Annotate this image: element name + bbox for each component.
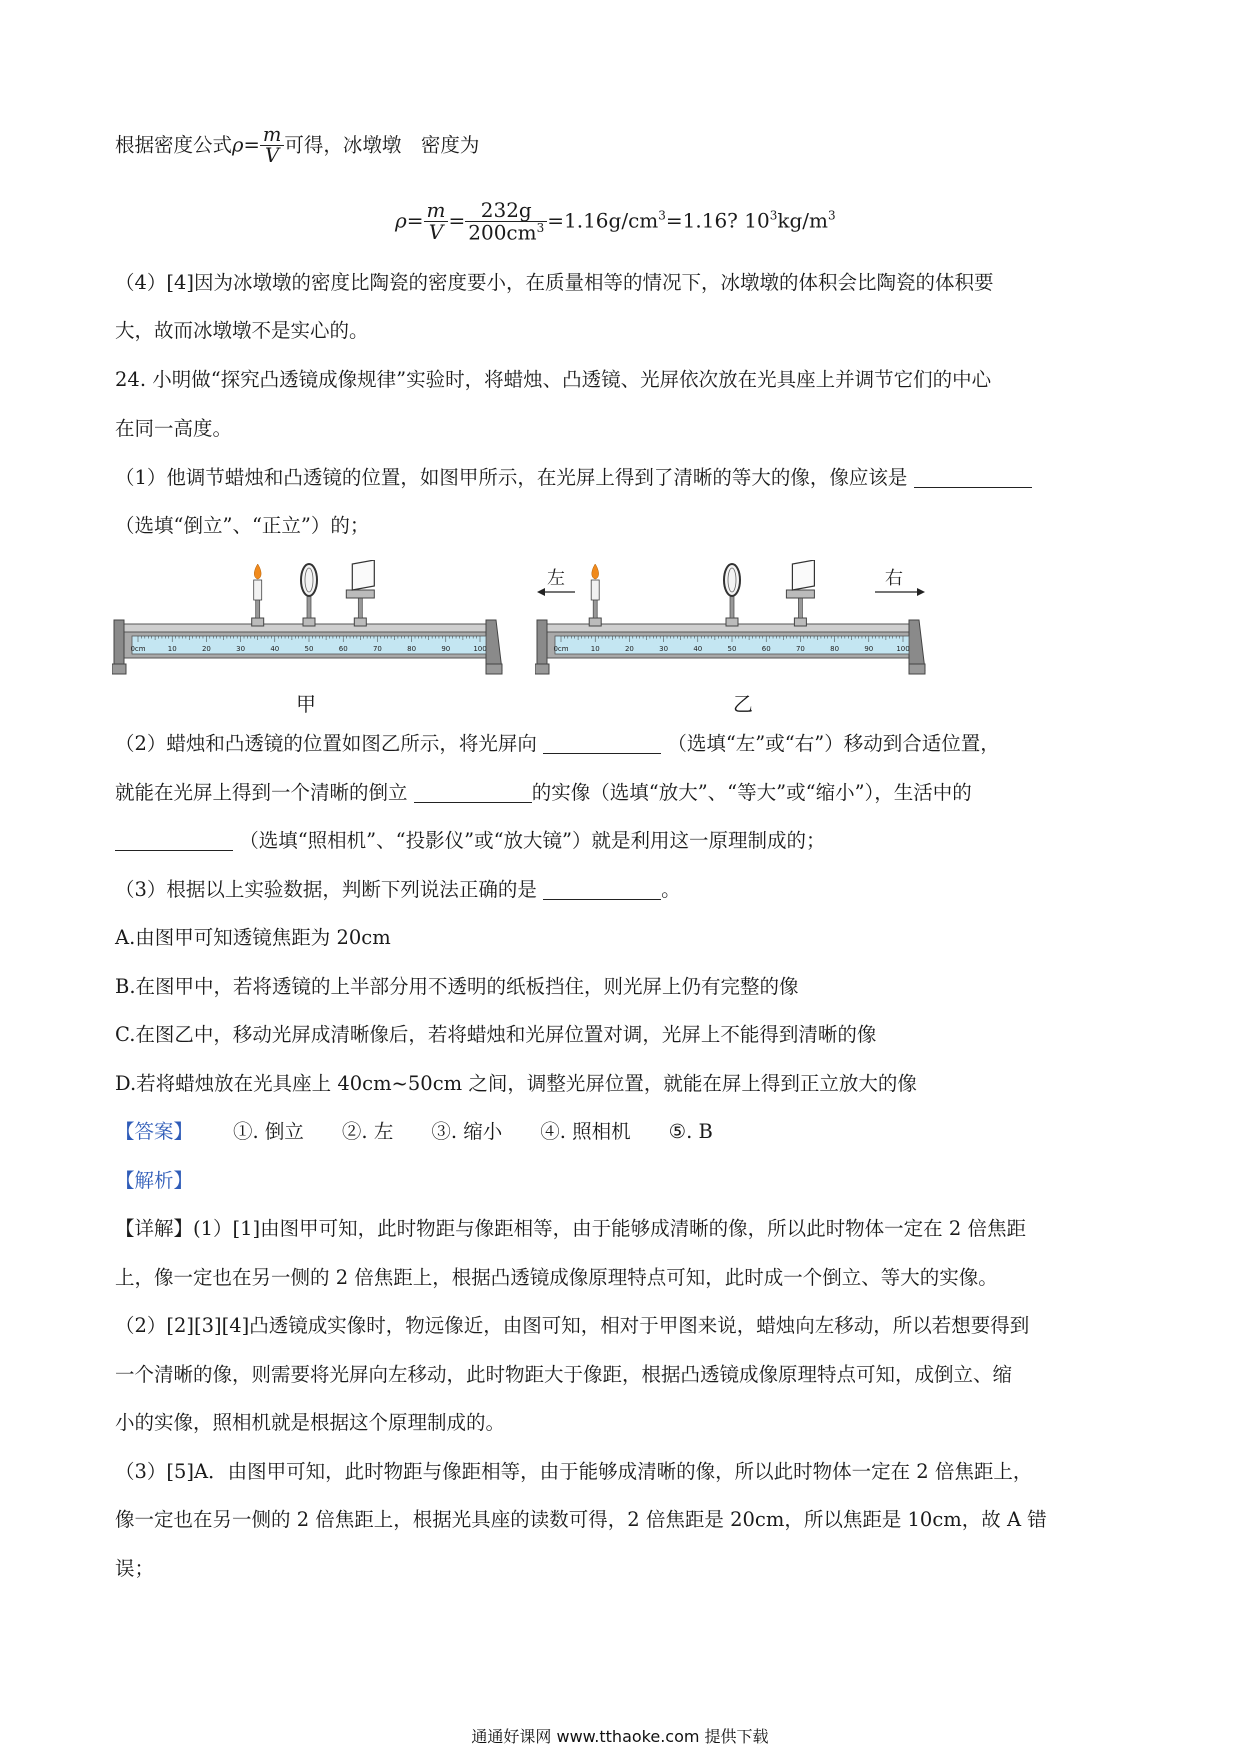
option-a: A.由图甲可知透镜焦距为 20cm [115, 926, 391, 949]
lens-clamp [303, 618, 315, 626]
question-2-line-1 [115, 731, 1000, 757]
rho-symbol: ρ= [232, 133, 260, 157]
scale-label: 80 [407, 645, 417, 653]
answer-blank-2[interactable] [543, 733, 661, 754]
answer-item: ⑤. B [668, 1120, 713, 1143]
figure-jia [112, 560, 512, 680]
text: 可得，冰墩墩 密度为 [284, 133, 480, 157]
den-text: 200cm [468, 220, 537, 245]
screen [352, 560, 374, 590]
scale-label: 40 [270, 645, 280, 653]
screen-holder [346, 590, 374, 598]
scale-label: 50 [727, 645, 737, 653]
scale-label: 30 [659, 645, 669, 653]
equals: = [448, 208, 466, 233]
candle-flame [254, 564, 261, 579]
bench-right-end [486, 620, 502, 670]
density-formula-line [115, 125, 479, 167]
candle-post [593, 598, 597, 618]
scale-label: 60 [338, 645, 348, 653]
denominator: V [265, 144, 280, 168]
denominator: V [428, 220, 444, 245]
answer-tag: 【答案】 [115, 1120, 194, 1143]
detail-3-line-2: 像一定也在另一侧的 2 倍焦距上，根据光具座的读数可得，2 倍焦距是 20cm，所以焦距是 10cm，故 A 错 [115, 1508, 1047, 1531]
question-3-line [115, 877, 681, 903]
text: 根据密度公式 [115, 133, 233, 157]
candle-body [591, 580, 599, 600]
text: 。 [661, 878, 681, 901]
question-24-line-1: 24. 小明做“探究凸透镜成像规律”实验时，将蜡烛、凸透镜、光屏依次放在光具座上并调节它们的中心 [115, 368, 992, 391]
scale-label: 90 [864, 645, 874, 653]
rho-symbol: ρ= [395, 208, 424, 233]
screen-clamp [794, 618, 806, 626]
scale-label: 10 [167, 645, 177, 653]
scale-label: 70 [795, 645, 805, 653]
text: （选填“照相机”、“投影仪”或“放大镜”）就是利用这一原理制成的； [239, 829, 826, 852]
fraction-m-v [424, 200, 449, 243]
bench-left-end [114, 620, 124, 670]
scale-label: 90 [441, 645, 451, 653]
question-1-line-1 [115, 465, 1032, 491]
arrow-left-head [537, 588, 545, 596]
sup: 3 [769, 208, 778, 223]
scale-label: 100 [896, 645, 910, 653]
text: （选填“左”或“右”）移动到合适位置， [667, 732, 1000, 755]
option-d: D.若将蜡烛放在光具座上 40cm~50cm 之间，调整光屏位置，就能在屏上得到正立放大的像 [115, 1072, 917, 1095]
text: 的实像（选填“放大”、“等大”或“缩小”），生活中的 [531, 781, 972, 804]
detail-3-line-1: （3）[5]A．由图甲可知，此时物距与像距相等，由于能够成清晰的像，所以此时物体一定在 2 倍焦距上， [115, 1460, 1033, 1483]
detail-2-line-1: （2）[2][3][4]凸透镜成实像时，物远像近，由图可知，相对于甲图来说，蜡烛向左移动，所以若想要得到 [115, 1314, 1030, 1337]
question-24-line-2: 在同一高度。 [115, 417, 233, 440]
arrow-left-label: 左 [547, 568, 565, 589]
text: （1）他调节蜡烛和凸透镜的位置，如图甲所示，在光屏上得到了清晰的等大的像，像应该是 [115, 466, 908, 489]
analysis-tag: 【解析】 [115, 1169, 194, 1192]
answer-blank-3[interactable] [414, 782, 532, 803]
bench-right-foot [486, 664, 502, 674]
option-c: C.在图乙中，移动光屏成清晰像后，若将蜡烛和光屏位置对调，光屏上不能得到清晰的像 [115, 1023, 877, 1046]
fraction-values [465, 200, 547, 244]
candle-body [254, 580, 262, 600]
scale-label: 40 [693, 645, 703, 653]
result: kg/m [777, 208, 828, 233]
candle-clamp [589, 618, 601, 626]
question-2-line-2 [115, 780, 972, 806]
screen-holder [786, 590, 814, 598]
figure-yi [535, 560, 935, 680]
text: （3）根据以上实验数据，判断下列说法正确的是 [115, 878, 537, 901]
lens [724, 564, 740, 596]
scale-label: 0cm [553, 645, 569, 653]
answer-blank-4[interactable] [115, 830, 233, 851]
result: =1.16? 10 [665, 208, 770, 233]
screen-post [358, 596, 362, 618]
numerator: m [424, 200, 449, 222]
scale-label: 20 [201, 645, 211, 653]
numerator: 232g [465, 200, 547, 222]
candle-clamp [252, 618, 264, 626]
figure-jia-caption: 甲 [296, 692, 316, 716]
result: =1.16g/cm [547, 208, 659, 233]
page-footer: 通通好课网 www.tthaoke.com 提供下载 [471, 1727, 769, 1746]
lens [301, 564, 317, 596]
sup: 3 [536, 221, 545, 235]
scale-label: 20 [624, 645, 634, 653]
lens-clamp [726, 618, 738, 626]
sup: 3 [658, 208, 666, 223]
detail-2-line-2: 一个清晰的像，则需要将光屏向左移动，此时物距大于像距，根据凸透镜成像原理特点可知，成倒立、缩 [115, 1363, 1013, 1386]
option-b: B.在图甲中，若将透镜的上半部分用不透明的纸板挡住，则光屏上仍有完整的像 [115, 975, 799, 998]
detail-1-line-1: 【详解】(1）[1]由图甲可知，此时物距与像距相等，由于能够成清晰的像，所以此时物体一定在 2 倍焦距 [115, 1217, 1026, 1240]
screen [792, 560, 814, 590]
denominator [465, 222, 547, 244]
text: （2）蜡烛和凸透镜的位置如图乙所示，将光屏向 [115, 732, 537, 755]
fraction-m-over-v [260, 125, 285, 167]
lens-post [730, 596, 734, 618]
detail-2-line-3: 小的实像，照相机就是根据这个原理制成的。 [115, 1411, 506, 1434]
bench-right-end [909, 620, 925, 670]
scale-label: 80 [830, 645, 840, 653]
answer-item: ④. 照相机 [540, 1120, 631, 1143]
arrow-right-label: 右 [885, 568, 903, 589]
detail-1-line-2: 上，像一定也在另一侧的 2 倍焦距上，根据凸透镜成像原理特点可知，此时成一个倒立、等大的实像。 [115, 1266, 998, 1289]
scale-label: 10 [590, 645, 600, 653]
answer-blank-5[interactable] [543, 879, 661, 900]
density-equation [395, 200, 836, 244]
scale-label: 100 [473, 645, 487, 653]
text: 就能在光屏上得到一个清晰的倒立 [115, 781, 408, 804]
answer-item: ③. 缩小 [431, 1120, 503, 1143]
scale-label: 30 [236, 645, 246, 653]
screen-clamp [354, 618, 366, 626]
para-4-line-1: （4）[4]因为冰墩墩的密度比陶瓷的密度要小，在质量相等的情况下，冰墩墩的体积会比陶瓷的体积要 [115, 271, 994, 294]
answer-item: ①. 倒立 [233, 1120, 304, 1143]
numerator: m [260, 125, 285, 146]
answer-item: ②. 左 [341, 1120, 394, 1143]
screen-post [798, 596, 802, 618]
lens-post [307, 596, 311, 618]
candle-flame [592, 564, 599, 579]
bench-right-foot [909, 664, 925, 674]
question-1-line-2: （选填“倒立”、“正立”）的； [115, 514, 370, 537]
scale-label: 60 [761, 645, 771, 653]
scale-label: 70 [372, 645, 382, 653]
bench-left-end [537, 620, 547, 670]
bench-left-foot [112, 664, 126, 674]
answer-line [115, 1119, 751, 1145]
question-2-line-3 [115, 828, 826, 854]
para-4-line-2: 大，故而冰墩墩不是实心的。 [115, 319, 369, 342]
bench-left-foot [535, 664, 549, 674]
arrow-right-head [917, 588, 925, 596]
detail-3-line-3: 误； [115, 1557, 155, 1580]
candle-post [256, 598, 260, 618]
answer-blank-1[interactable] [914, 467, 1032, 488]
figure-yi-caption: 乙 [733, 692, 753, 716]
scale-label: 50 [304, 645, 314, 653]
sup: 3 [827, 208, 836, 223]
scale-label: 0cm [130, 645, 146, 653]
